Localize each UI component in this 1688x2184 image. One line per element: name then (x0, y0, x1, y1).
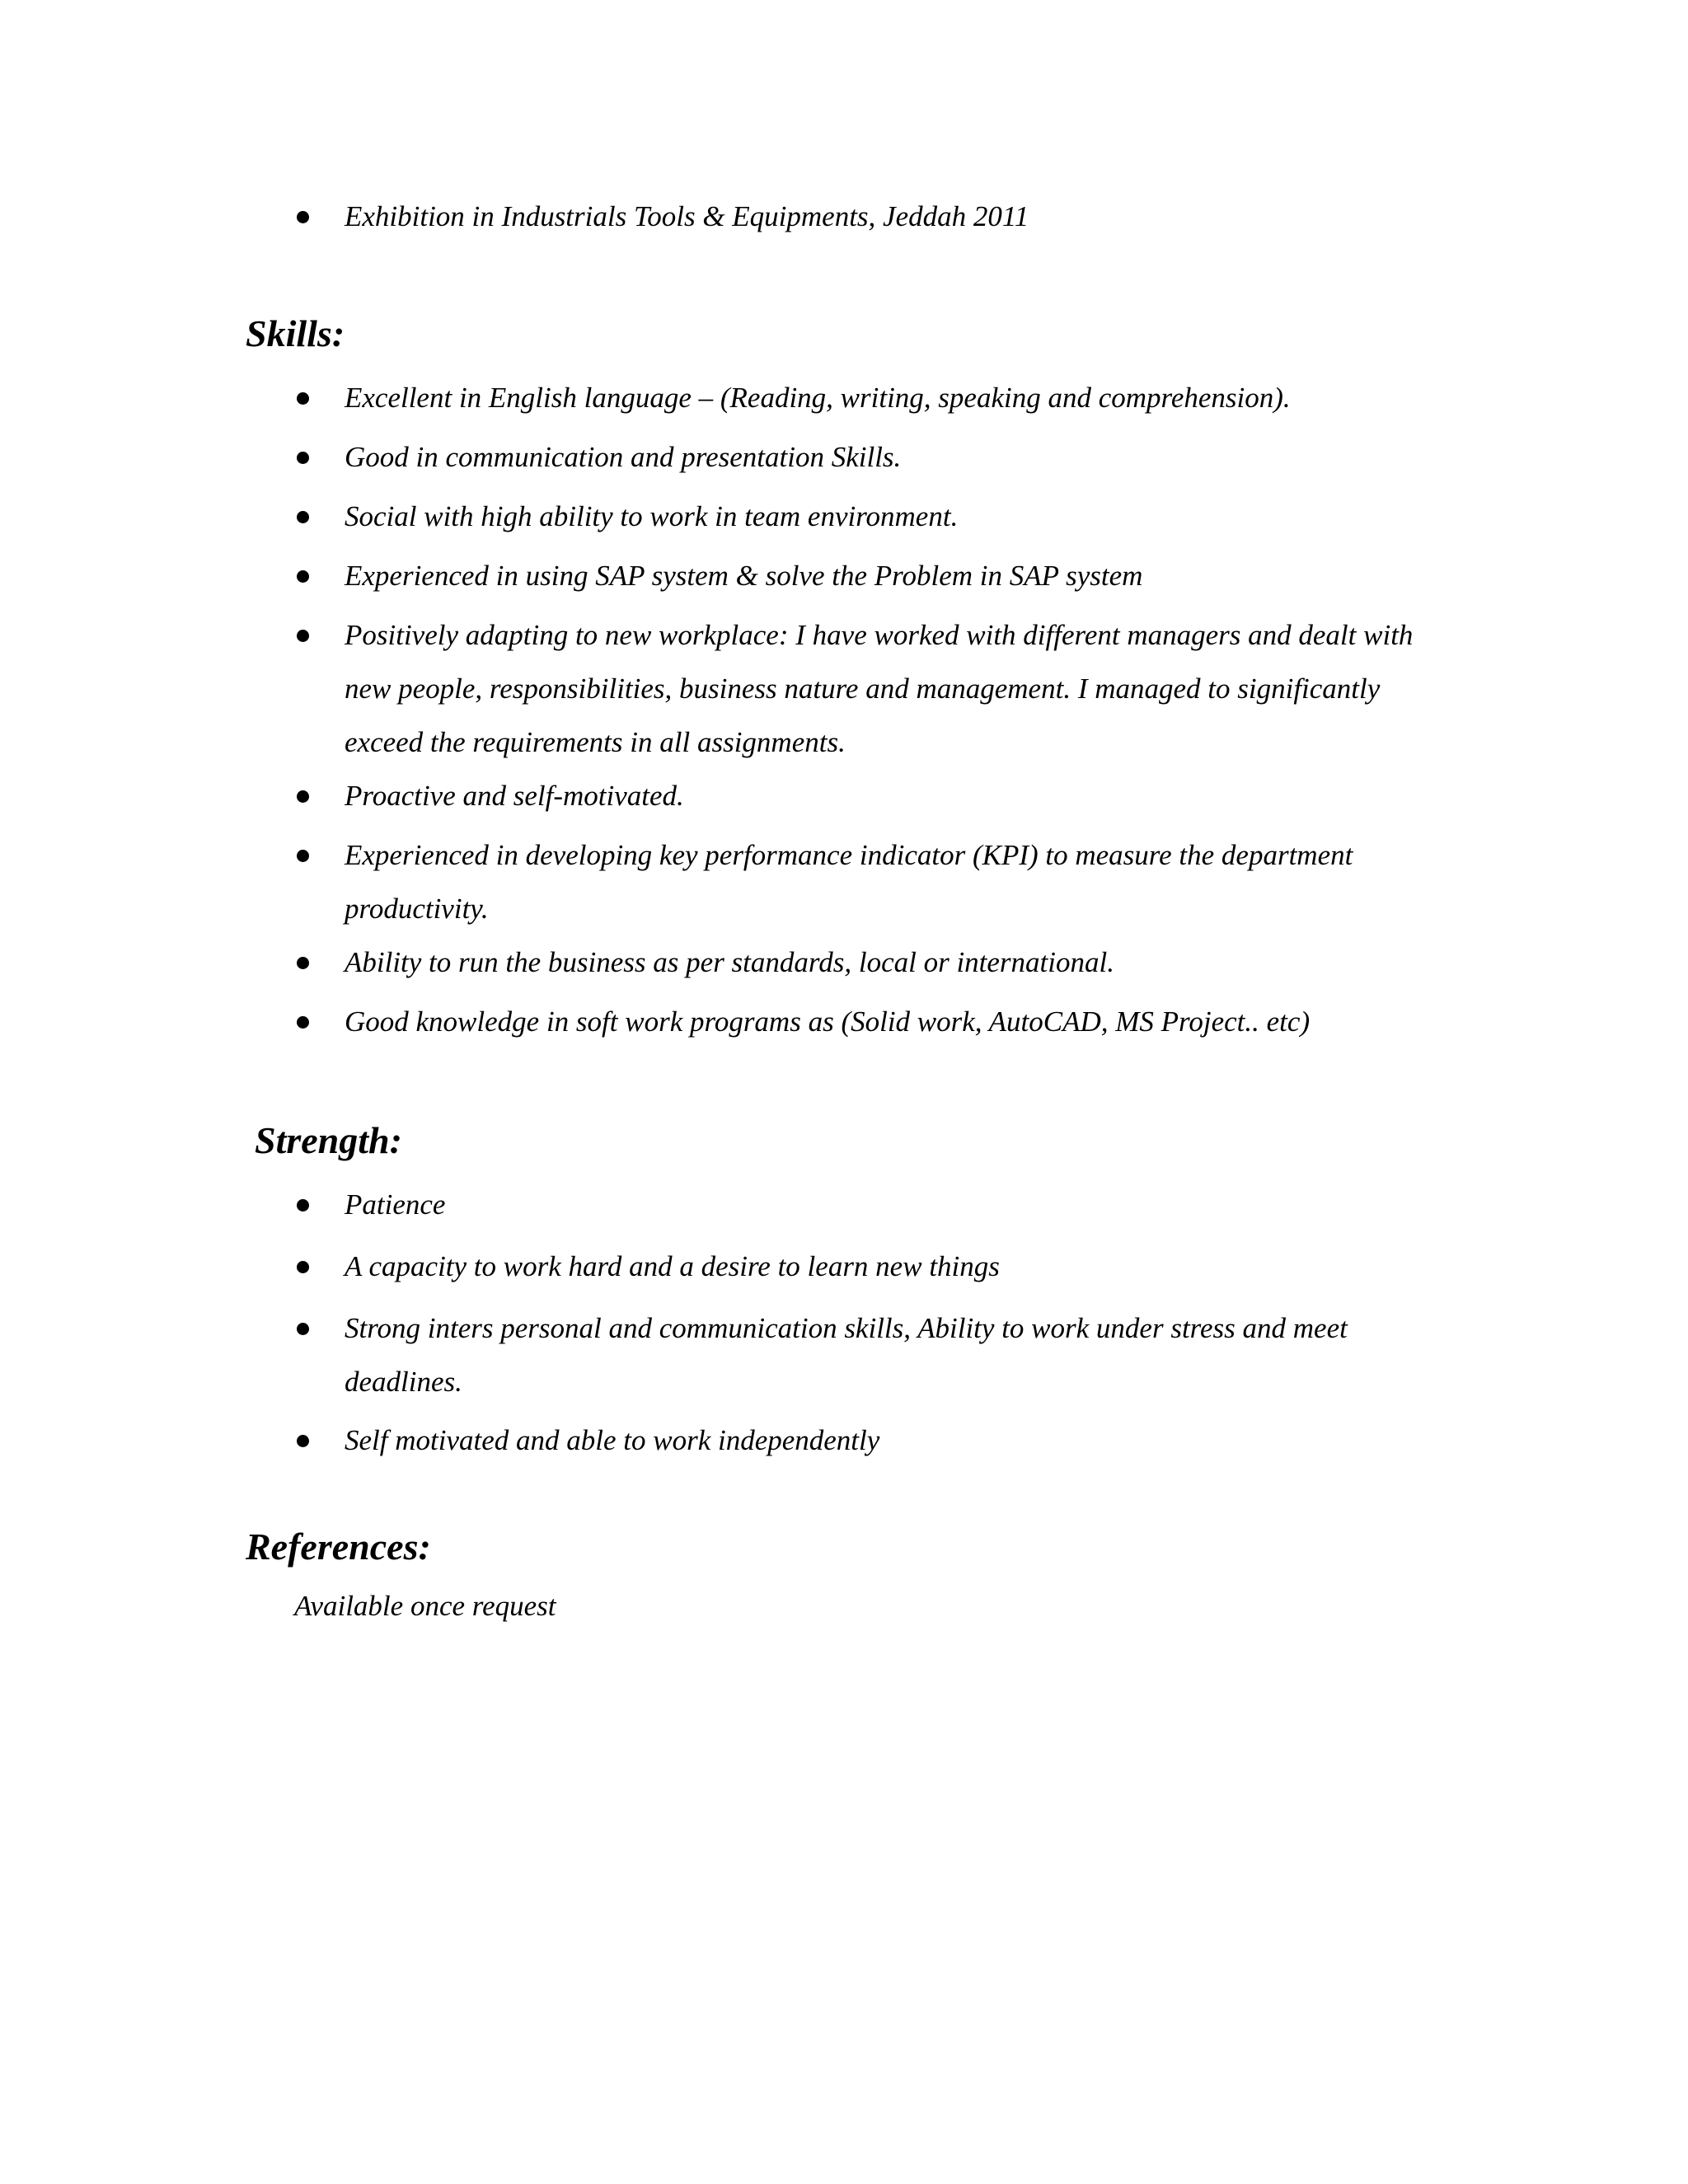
list-item (0, 1240, 1424, 1293)
bullet-icon (297, 1016, 309, 1029)
list-item-text: Proactive and self-motivated. (345, 780, 684, 812)
list-item-text: Good in communication and presentation Skills. (345, 441, 902, 473)
bullet-icon (297, 630, 309, 642)
bullet-icon (297, 1199, 309, 1212)
bullet-icon (297, 392, 309, 405)
list-item (0, 1413, 1424, 1467)
list-item (0, 769, 1424, 823)
bullet-icon (297, 1323, 309, 1335)
list-item-text: Strong inters personal and communication skills, Ability to work under stress and meet deadlines. (345, 1312, 1348, 1398)
bullet-icon (297, 850, 309, 862)
list-item (0, 190, 1424, 243)
list-item (0, 549, 1424, 602)
list-item (0, 1178, 1424, 1231)
bullet-icon (297, 790, 309, 803)
skills-heading: Skills: (246, 312, 345, 354)
bullet-icon (297, 1435, 309, 1447)
list-item-text: Social with high ability to work in team environment. (345, 500, 959, 532)
bullet-icon (297, 211, 309, 223)
bullet-icon (297, 511, 309, 523)
list-item (0, 430, 1424, 484)
bullet-icon (297, 1261, 309, 1273)
list-item (0, 995, 1424, 1048)
list-item-text: Exhibition in Industrials Tools & Equipments, Jeddah 2011 (345, 200, 1029, 232)
list-item-text: Positively adapting to new workplace: I have worked with different managers and dealt with new people, responsibilities, business nature and management. I managed to significantly exceed the requirements in all assignments. (345, 619, 1414, 758)
strength-list (0, 1178, 1424, 1467)
list-item-text: Good knowledge in soft work programs as (Solid work, AutoCAD, MS Project.. etc) (345, 1005, 1311, 1038)
list-item (0, 935, 1424, 989)
bullet-icon (297, 570, 309, 583)
list-item-text: Excellent in English language – (Reading, writing, speaking and comprehension). (345, 382, 1291, 414)
list-item-text: Experienced in developing key performance indicator (KPI) to measure the department productivity. (345, 839, 1353, 925)
list-item (0, 828, 1424, 935)
list-item (0, 490, 1424, 543)
list-item-text: Patience (345, 1188, 446, 1221)
bullet-icon (297, 452, 309, 464)
list-item (0, 1301, 1424, 1408)
references-heading: References: (246, 1526, 431, 1568)
skills-list (0, 371, 1424, 1048)
list-item (0, 371, 1424, 424)
references-text: Available once request (294, 1590, 556, 1622)
list-item-text: Ability to run the business as per standards, local or international. (345, 946, 1114, 978)
bullet-icon (297, 957, 309, 969)
list-item-text: A capacity to work hard and a desire to learn new things (345, 1250, 1000, 1282)
exhibition-list (0, 190, 1424, 243)
list-item-text: Experienced in using SAP system & solve the Problem in SAP system (345, 560, 1143, 592)
strength-heading: Strength: (255, 1119, 402, 1161)
list-item (0, 608, 1424, 769)
list-item-text: Self motivated and able to work independently (345, 1424, 880, 1456)
